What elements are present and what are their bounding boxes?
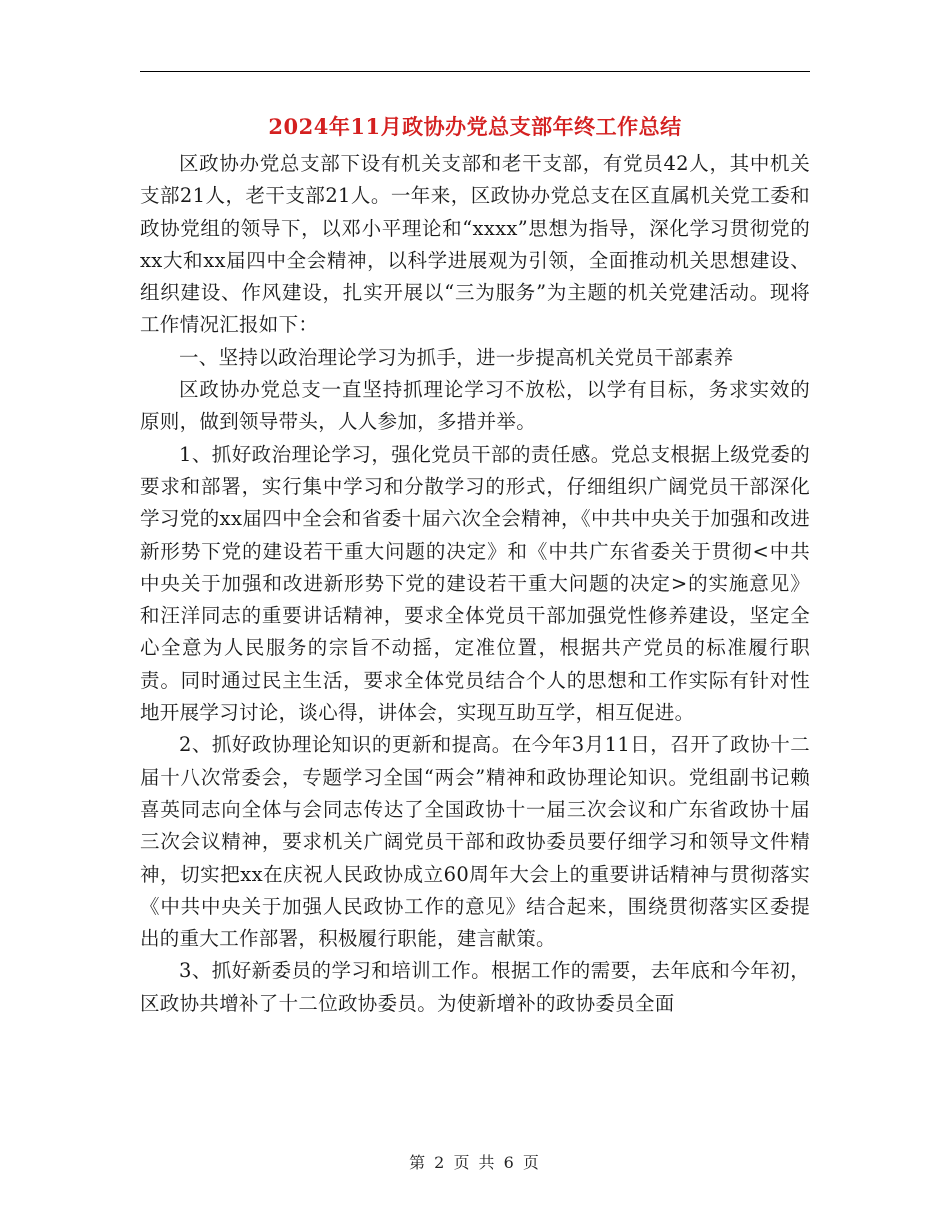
paragraph-intro: 区政协办党总支部下设有机关支部和老干支部，有党员42人，其中机关支部21人，老干支部21人。一年来，区政协办党总支在区直属机关党工委和政协党组的领导下，以邓小平理论和“xxxx”思想为指导，深化学习贯彻党的xx大和xx届四中全会精神，以科学进展观为引领，全面推动机关思想建设、组织建设、作风建设，扎实开展以“三为服务”为主题的机关党建活动。现将工作情况汇报如下： (140, 152, 810, 337)
paragraph-item-1: 1、抓好政治理论学习，强化党员干部的责任感。党总支根据上级党委的要求和部署，实行集中学习和分散学习的形式，仔细组织广阔党员干部深化学习党的xx届四中全会和省委十届六次全会精神，《中共中央关于加强和改进新形势下党的建设若干重大问题的决定》和《中共广东省委关于贯彻<中共中央关于加强和改进新形势下党的建设若干重大问题的决定>的实施意见》和汪洋同志的重要讲话精神，要求全体党员干部加强党性修养建设，坚定全心全意为人民服务的宗旨不动摇，定准位置，根据共产党员的标准履行职责。同时通过民主生活，要求全体党员结合个人的思想和工作实际有针对性地开展学习讨论，谈心得，讲体会，实现互助互学，相互促进。 (140, 442, 810, 725)
paragraph-section-1-intro: 区政协办党总支一直坚持抓理论学习不放松，以学有目标，务求实效的原则，做到领导带头，人人参加，多措并举。 (140, 378, 810, 434)
section-heading-1: 一、坚持以政治理论学习为抓手，进一步提高机关党员干部素养 (179, 345, 734, 369)
header-rule (140, 71, 810, 72)
page-title: 2024年11月政协办党总支部年终工作总结 (268, 114, 682, 139)
paragraph-item-3: 3、抓好新委员的学习和培训工作。根据工作的需要，去年底和今年初，区政协共增补了十二位政协委员。为使新增补的政协委员全面 (140, 959, 810, 1015)
page-number: 第 2 页 共 6 页 (409, 1153, 541, 1172)
document-body (140, 148, 810, 1020)
paragraph-item-2: 2、抓好政协理论知识的更新和提高。在今年3月11日，召开了政协十二届十八次常委会，专题学习全国“两会”精神和政协理论知识。党组副书记赖喜英同志向全体与会同志传达了全国政协十一届三次会议和广东省政协十届三次会议精神，要求机关广阔党员干部和政协委员要仔细学习和领导文件精神，切实把xx在庆祝人民政协成立60周年大会上的重要讲话精神与贯彻落实《中共中央关于加强人民政协工作的意见》结合起来，围绕贯彻落实区委提出的重大工作部署，积极履行职能，建言献策。 (140, 733, 810, 951)
